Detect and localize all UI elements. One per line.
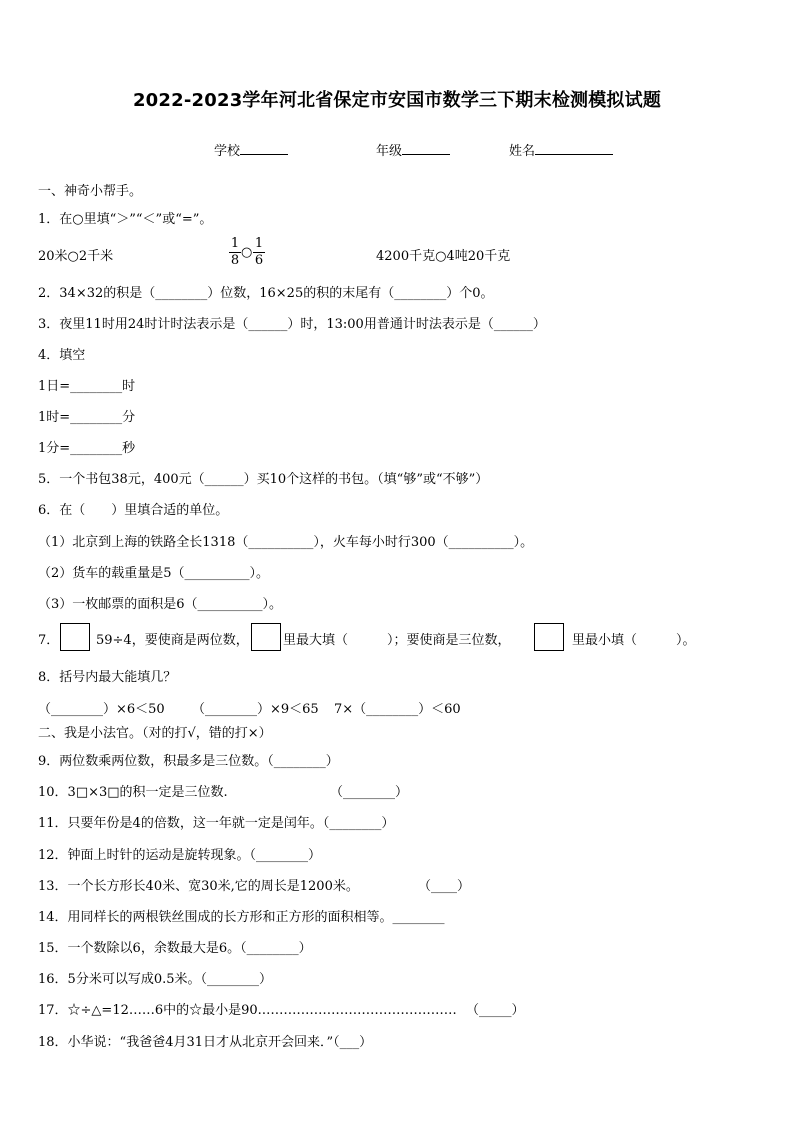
question-10-answer: （________） xyxy=(330,785,409,800)
question-11: 11．只要年份是4的倍数，这一年就一定是闰年。（________） xyxy=(38,816,395,831)
question-2: 2．34×32的积是（________）位数，16×25的积的末尾有（________）个0。 xyxy=(38,286,494,301)
fraction-2-numerator: 1 xyxy=(254,236,264,251)
school-label: 学校 xyxy=(214,144,241,159)
fraction-1-numerator: 1 xyxy=(230,236,240,251)
name-field xyxy=(509,140,613,159)
question-4a: 1日=________时 xyxy=(38,379,136,394)
question-6b: （2）货车的载重量是5（__________）。 xyxy=(38,566,270,581)
question-4c: 1分=________秒 xyxy=(38,441,136,456)
question-7-part1: 59÷4，要使商是两位数， xyxy=(96,633,249,648)
question-8a: （________）×6＜50 xyxy=(38,702,165,717)
question-5: 5．一个书包38元，400元（______）买10个这样的书包。（填“够”或“不够”） xyxy=(38,472,489,487)
question-12: 12．钟面上时针的运动是旋转现象。（________） xyxy=(38,848,322,863)
question-10: 10．3□×3□的积一定是三位数. xyxy=(38,785,228,800)
question-3: 3．夜里11时用24时计时法表示是（______）时，13:00用普通计时法表示是（______） xyxy=(38,317,546,332)
question-14: 14．用同样长的两根铁丝围成的长方形和正方形的面积相等。________ xyxy=(38,910,445,925)
page-title: 2022-2023学年河北省保定市安国市数学三下期末检测模拟试题 xyxy=(132,90,662,111)
question-8b: （________）×9＜65 xyxy=(192,702,319,717)
name-label: 姓名 xyxy=(509,144,536,159)
question-7-part3: 里最小填（ ）。 xyxy=(572,633,696,648)
compare-circle: ○ xyxy=(241,245,253,260)
question-7-number: 7． xyxy=(38,633,60,648)
answer-box xyxy=(534,623,564,651)
question-8: 8．括号内最大能填几？ xyxy=(38,670,177,685)
section2-heading: 二、我是小法官。（对的打√，错的打×） xyxy=(38,726,272,741)
grade-blank xyxy=(402,140,450,155)
fraction-2 xyxy=(253,236,265,269)
answer-box xyxy=(251,623,281,651)
question-7-part2: 里最大填（ ）；要使商是三位数， xyxy=(283,633,511,648)
question-6: 6．在（ ）里填合适的单位。 xyxy=(38,503,229,518)
question-6c: （3）一枚邮票的面积是6（__________）。 xyxy=(38,597,283,612)
fraction-2-denominator: 6 xyxy=(254,253,264,268)
question-18: 18．小华说：“我爸爸4月31日才从北京开会回来．”（___） xyxy=(38,1035,373,1050)
question-17-answer: （_____） xyxy=(466,1003,525,1018)
question-1a: 20米○2千米 xyxy=(38,249,114,264)
question-4b: 1时=________分 xyxy=(38,410,136,425)
question-4: 4．填空 xyxy=(38,348,86,363)
question-15: 15．一个数除以6，余数最大是6。（________） xyxy=(38,941,312,956)
grade-field xyxy=(376,140,450,159)
section1-heading: 一、神奇小帮手。 xyxy=(38,184,143,199)
fraction-1-denominator: 8 xyxy=(230,253,240,268)
grade-label: 年级 xyxy=(376,144,403,159)
question-9: 9．两位数乘两位数，积最多是三位数。（________） xyxy=(38,754,339,769)
name-blank xyxy=(535,140,613,155)
question-8c: 7×（________）＜60 xyxy=(334,702,461,717)
question-17: 17．☆÷△=12……6中的☆最小是90.……………………………………… xyxy=(38,1003,457,1018)
school-field xyxy=(214,140,288,159)
question-6a: （1）北京到上海的铁路全长1318（__________），火车每小时行300（__________）。 xyxy=(38,535,534,550)
question-13: 13．一个长方形长40米、宽30米,它的周长是1200米。 xyxy=(38,879,359,894)
school-blank xyxy=(240,140,288,155)
answer-box xyxy=(60,623,90,651)
question-1: 1．在○里填“＞”“＜”或“=”。 xyxy=(38,212,213,227)
question-1c: 4200千克○4吨20千克 xyxy=(376,249,511,264)
question-13-answer: （____） xyxy=(418,879,471,894)
question-16: 16．5分米可以写成0.5米。（________） xyxy=(38,972,272,987)
fraction-1 xyxy=(229,236,241,269)
